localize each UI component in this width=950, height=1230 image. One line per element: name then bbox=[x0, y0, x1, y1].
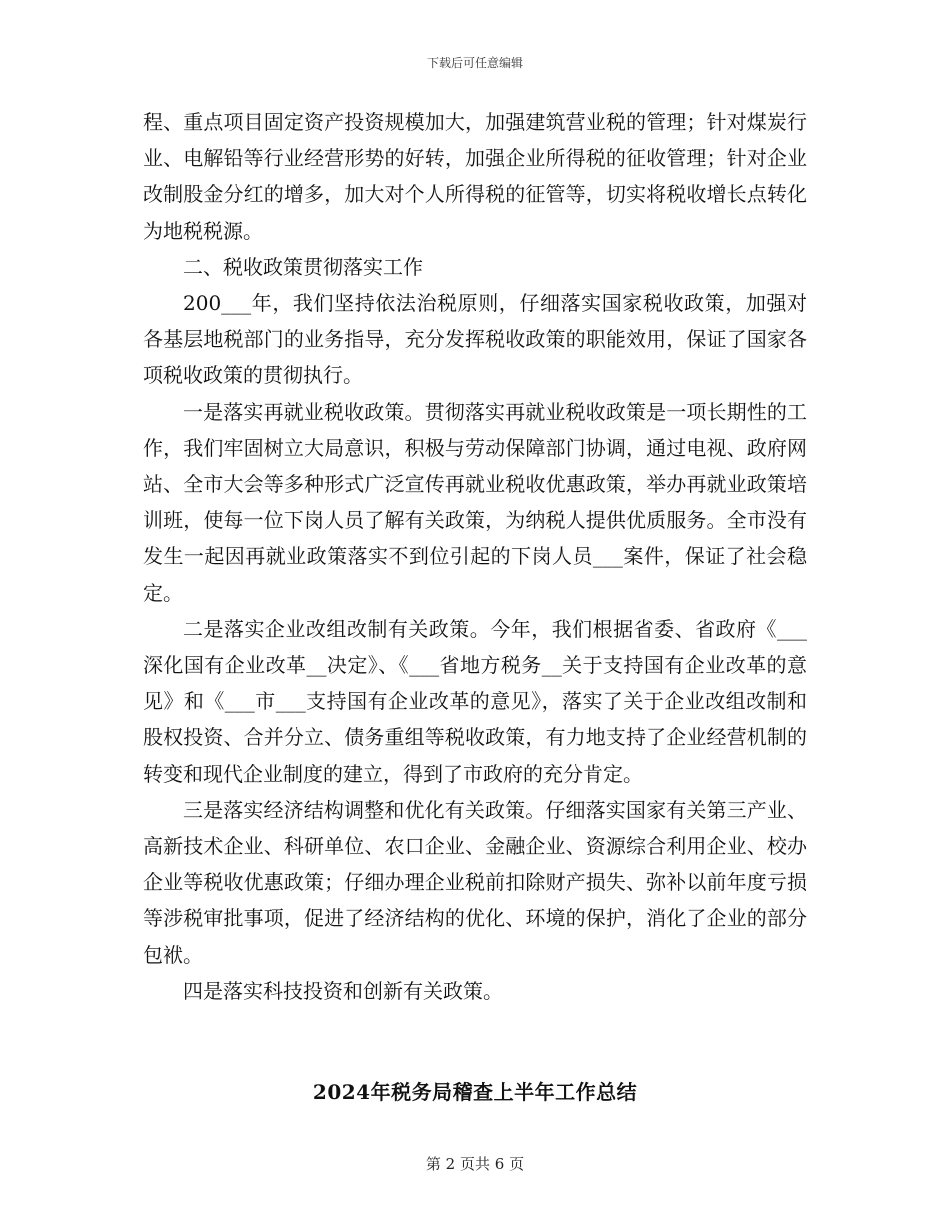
page-header: 下载后可任意编辑 bbox=[426, 56, 523, 70]
section-heading: 二、税收政策贯彻落实工作 bbox=[183, 254, 423, 279]
paragraph-item-2: 二是落实企业改组改制有关政策。今年，我们根据省委、省政府《___深化国有企业改革__决定》、《___省地方税务__关于支持国有企业改革的意见》和《___市___支持国有企业改革的意见》，落实了关于企业改组改制和股权投资、合并分立、债务重组等税收政策，有力地支持了企业经营机制的转变和现代企业制度的建立，得到了市政府的充分肯定。 bbox=[143, 616, 807, 786]
paragraph-item-1: 一是落实再就业税收政策。贯彻落实再就业税收政策是一项长期性的工作，我们牢固树立大局意识，积极与劳动保障部门协调，通过电视、政府网站、全市大会等多种形式广泛宣传再就业税收优惠政策，举办再就业政策培训班，使每一位下岗人员了解有关政策，为纳税人提供优质服务。全市没有发生一起因再就业政策落实不到位引起的下岗人员___案件，保证了社会稳定。 bbox=[143, 399, 807, 605]
document-title: 2024年税务局稽查上半年工作总结 bbox=[312, 1080, 638, 1104]
paragraph-item-4: 四是落实科技投资和创新有关政策。 bbox=[183, 978, 503, 1003]
paragraph-continuation: 程、重点项目固定资产投资规模加大，加强建筑营业税的管理；针对煤炭行业、电解铅等行业经营形势的好转，加强企业所得税的征收管理；针对企业改制股金分红的增多，加大对个人所得税的征管等，切实将税收增长点转化为地税税源。 bbox=[143, 110, 807, 243]
paragraph-item-3: 三是落实经济结构调整和优化有关政策。仔细落实国家有关第三产业、高新技术企业、科研单位、农口企业、金融企业、资源综合利用企业、校办企业等税收优惠政策；仔细办理企业税前扣除财产损失、弥补以前年度亏损等涉税审批事项，促进了经济结构的优化、环境的保护，消化了企业的部分包袱。 bbox=[143, 797, 807, 967]
document-body bbox=[143, 104, 807, 1009]
page-footer: 第 2 页共 6 页 bbox=[425, 1155, 525, 1173]
paragraph-intro: 200___年，我们坚持依法治税原则，仔细落实国家税收政策，加强对各基层地税部门的业务指导，充分发挥税收政策的职能效用，保证了国家各项税收政策的贯彻执行。 bbox=[143, 291, 807, 388]
